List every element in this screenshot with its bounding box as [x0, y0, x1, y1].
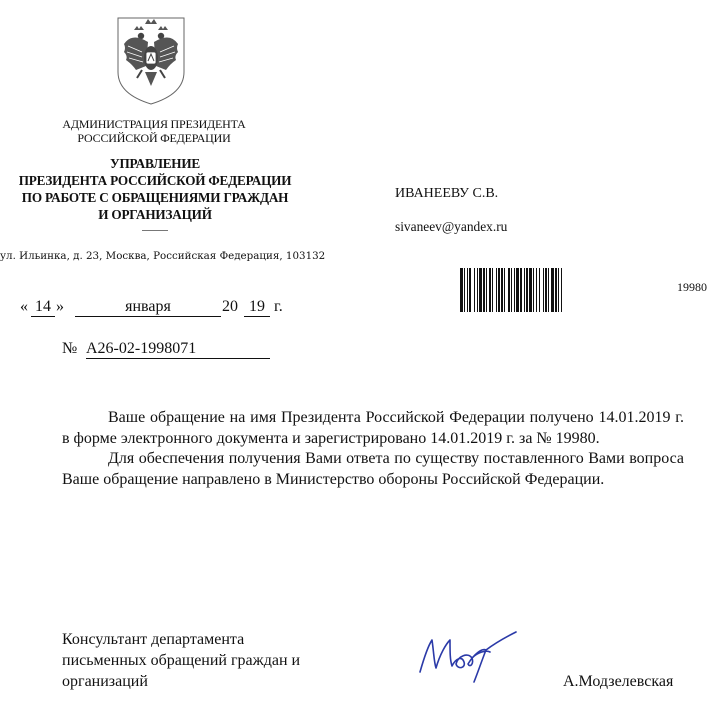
recipient-name: ИВАНЕЕВУ С.В.: [395, 186, 499, 201]
date-year-suffix: г.: [274, 298, 283, 315]
date-close-quote: »: [56, 298, 64, 315]
document-number: А26-02-1998071: [86, 340, 270, 359]
signer-name: А.Модзелевская: [563, 673, 674, 690]
date-century: 20: [222, 298, 238, 315]
signer-position-line-2: письменных обращений граждан и: [62, 652, 301, 669]
signer-position-line-3: организаций: [62, 673, 148, 690]
department-divider: [142, 230, 168, 231]
date-open-quote: «: [20, 298, 28, 315]
administration-name-line-1: АДМИНИСТРАЦИЯ ПРЕЗИДЕНТА: [62, 117, 246, 131]
signer-position-line-1: Консультант департамента: [62, 631, 245, 648]
department-name-line-3: ПО РАБОТЕ С ОБРАЩЕНИЯМИ ГРАЖДАН: [21, 190, 289, 205]
date-year: 19: [244, 298, 270, 317]
handwritten-signature-icon: [412, 628, 528, 684]
department-name-line-1: УПРАВЛЕНИЕ: [109, 156, 201, 171]
letter-body: [62, 408, 684, 490]
sender-address: ул. Ильинка, д. 23, Москва, Российская Федерация, 103132: [0, 250, 326, 262]
body-paragraph-1: Ваше обращение на имя Президента Российской Федерации получено 14.01.2019 г. в форме электронного документа и зарегистрировано 14.01.2019 г. за № 19980.: [62, 409, 684, 447]
document-number-label: №: [62, 340, 78, 357]
barcode-icon: [460, 268, 656, 312]
administration-name-line-2: РОССИЙСКОЙ ФЕДЕРАЦИИ: [77, 131, 231, 145]
coat-of-arms-icon: [112, 14, 190, 106]
date-month: января: [75, 298, 221, 317]
department-name-line-4: И ОРГАНИЗАЦИЙ: [98, 207, 212, 222]
body-paragraph-2: Для обеспечения получения Вами ответа по существу поставленного Вами вопроса Ваше обращение направлено в Министерство обороны Российской Федерации.: [62, 450, 684, 488]
recipient-email: sivaneev@yandex.ru: [395, 219, 508, 234]
department-name-line-2: ПРЕЗИДЕНТА РОССИЙСКОЙ ФЕДЕРАЦИИ: [18, 173, 292, 188]
barcode-number: 19980: [677, 280, 707, 294]
date-day: 14: [31, 298, 55, 317]
